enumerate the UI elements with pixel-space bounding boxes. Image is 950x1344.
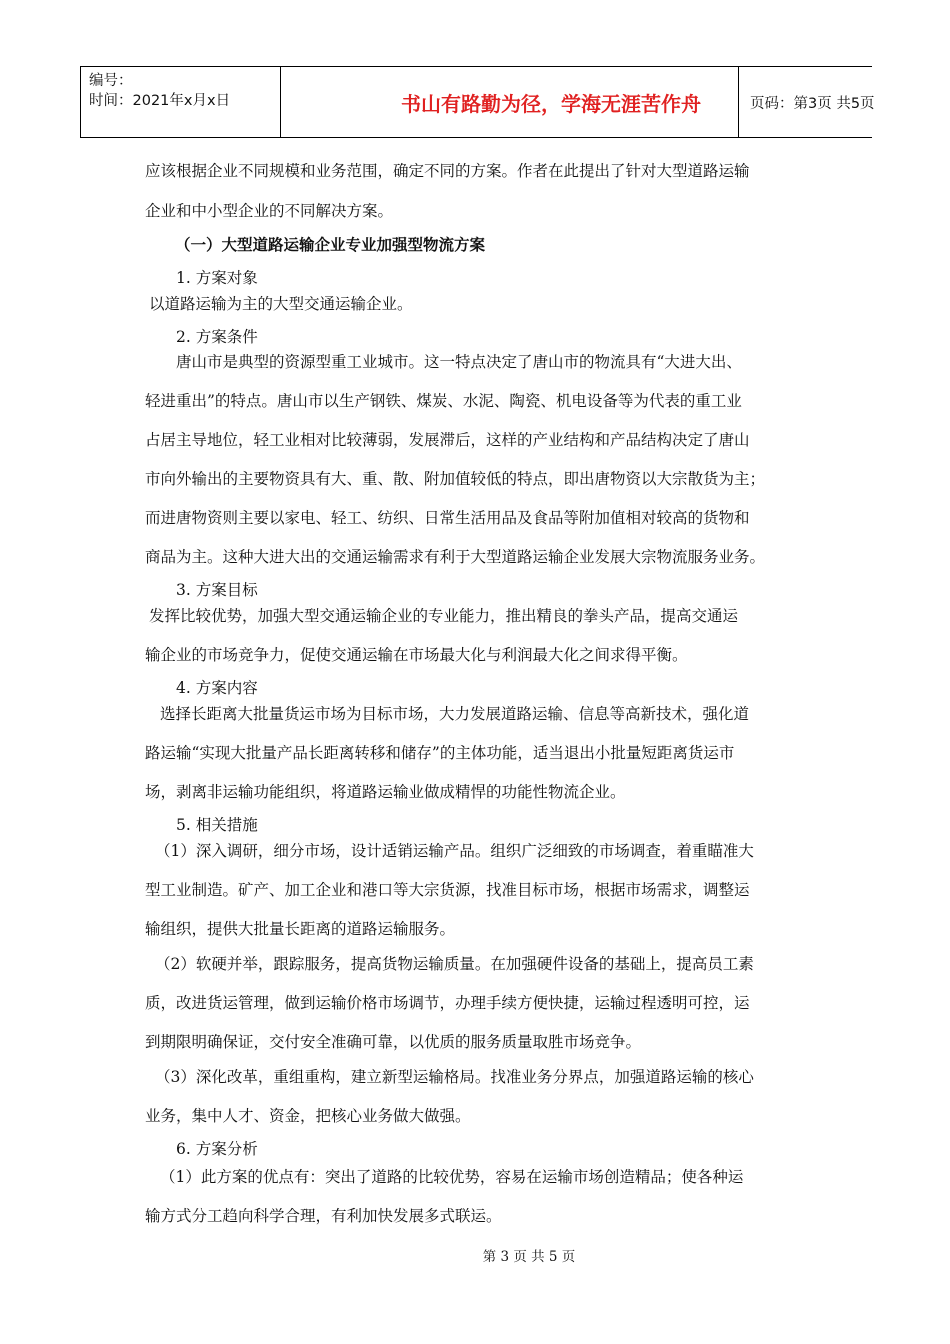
body-line: （2）软硬并举，跟踪服务，提高货物运输质量。在加强硬件设备的基础上，提高员工素 bbox=[155, 955, 754, 973]
subsection-heading: 5. 相关措施 bbox=[176, 816, 258, 834]
body-line: 输组织，提供大批量长距离的道路运输服务。 bbox=[145, 920, 456, 938]
body-line: 输企业的市场竞争力，促使交通运输在市场最大化与利润最大化之间求得平衡。 bbox=[145, 646, 688, 664]
subsection-heading: 2. 方案条件 bbox=[176, 328, 258, 346]
header-divider-1 bbox=[280, 67, 281, 137]
body-line: 唐山市是典型的资源型重工业城市。这一特点决定了唐山市的物流具有“大进大出、 bbox=[176, 353, 742, 371]
subsection-heading: 4. 方案内容 bbox=[176, 679, 258, 697]
body-line: 轻进重出”的特点。唐山市以生产钢铁、煤炭、水泥、陶瓷、机电设备等为代表的重工业 bbox=[145, 392, 742, 410]
section-heading: （一）大型道路运输企业专业加强型物流方案 bbox=[175, 235, 486, 254]
body-line: （3）深化改革，重组重构，建立新型运输格局。找准业务分界点，加强道路运输的核心 bbox=[155, 1068, 754, 1086]
body-line: 型工业制造。矿产、加工企业和港口等大宗货源，找准目标市场，根据市场需求，调整运 bbox=[145, 881, 750, 899]
subsection-heading: 1. 方案对象 bbox=[176, 269, 258, 287]
page-header-table bbox=[80, 66, 875, 138]
header-divider-2 bbox=[738, 67, 739, 137]
header-motto: 书山有路勤为径，学海无涯苦作舟 bbox=[401, 91, 701, 116]
body-line: 应该根据企业不同规模和业务范围，确定不同的方案。作者在此提出了针对大型道路运输 bbox=[145, 162, 750, 180]
header-meta bbox=[89, 71, 279, 111]
body-line: （1）此方案的优点有：突出了道路的比较优势，容易在运输市场创造精品；使各种运 bbox=[160, 1168, 744, 1186]
header-number-label: 编号： bbox=[89, 73, 133, 89]
subsection-heading: 3. 方案目标 bbox=[176, 581, 258, 599]
body-line: 而进唐物资则主要以家电、轻工、纺织、日常生活用品及食品等附加值相对较高的货物和 bbox=[145, 509, 750, 527]
body-line: 质，改进货运管理，做到运输价格市场调节，办理手续方便快捷，运输过程透明可控，运 bbox=[145, 994, 750, 1012]
page-number: 第 3 页 共 5 页 bbox=[482, 1249, 576, 1265]
body-line: 输方式分工趋向科学合理，有利加快发展多式联运。 bbox=[145, 1207, 502, 1225]
body-line: 商品为主。这种大进大出的交通运输需求有利于大型道路运输企业发展大宗物流服务业务。 bbox=[145, 548, 766, 566]
body-line: 占居主导地位，轻工业相对比较薄弱，发展滞后，这样的产业结构和产品结构决定了唐山 bbox=[145, 431, 750, 449]
body-line: 到期限明确保证，交付安全准确可靠，以优质的服务质量取胜市场竞争。 bbox=[145, 1033, 642, 1051]
subsection-heading: 6. 方案分析 bbox=[176, 1140, 258, 1158]
body-line: 市向外输出的主要物资具有大、重、散、附加值较低的特点，即出唐物资以大宗散货为主； bbox=[145, 470, 766, 488]
body-line: 路运输“实现大批量产品长距离转移和储存”的主体功能，适当退出小批量短距离货运市 bbox=[145, 744, 735, 762]
body-line: 业务，集中人才、资金，把核心业务做大做强。 bbox=[145, 1107, 471, 1125]
body-line: （1）深入调研，细分市场，设计适销运输产品。组织广泛细致的市场调查，着重瞄准大 bbox=[155, 842, 754, 860]
header-page-code: 页码：第3页 共5页 bbox=[750, 95, 875, 112]
body-line: 选择长距离大批量货运市场为目标市场，大力发展道路运输、信息等高新技术，强化道 bbox=[160, 705, 750, 723]
body-line: 以道路运输为主的大型交通运输企业。 bbox=[149, 295, 413, 313]
body-line: 企业和中小型企业的不同解决方案。 bbox=[145, 202, 394, 220]
header-time-label: 时间：2021年x月x日 bbox=[89, 93, 231, 109]
body-line: 场，剥离非运输功能组织，将道路运输业做成精悍的功能性物流企业。 bbox=[145, 783, 626, 801]
body-line: 发挥比较优势，加强大型交通运输企业的专业能力，推出精良的拳头产品，提高交通运 bbox=[149, 607, 739, 625]
page-footer bbox=[0, 1245, 950, 1265]
header-border-left bbox=[80, 67, 81, 137]
